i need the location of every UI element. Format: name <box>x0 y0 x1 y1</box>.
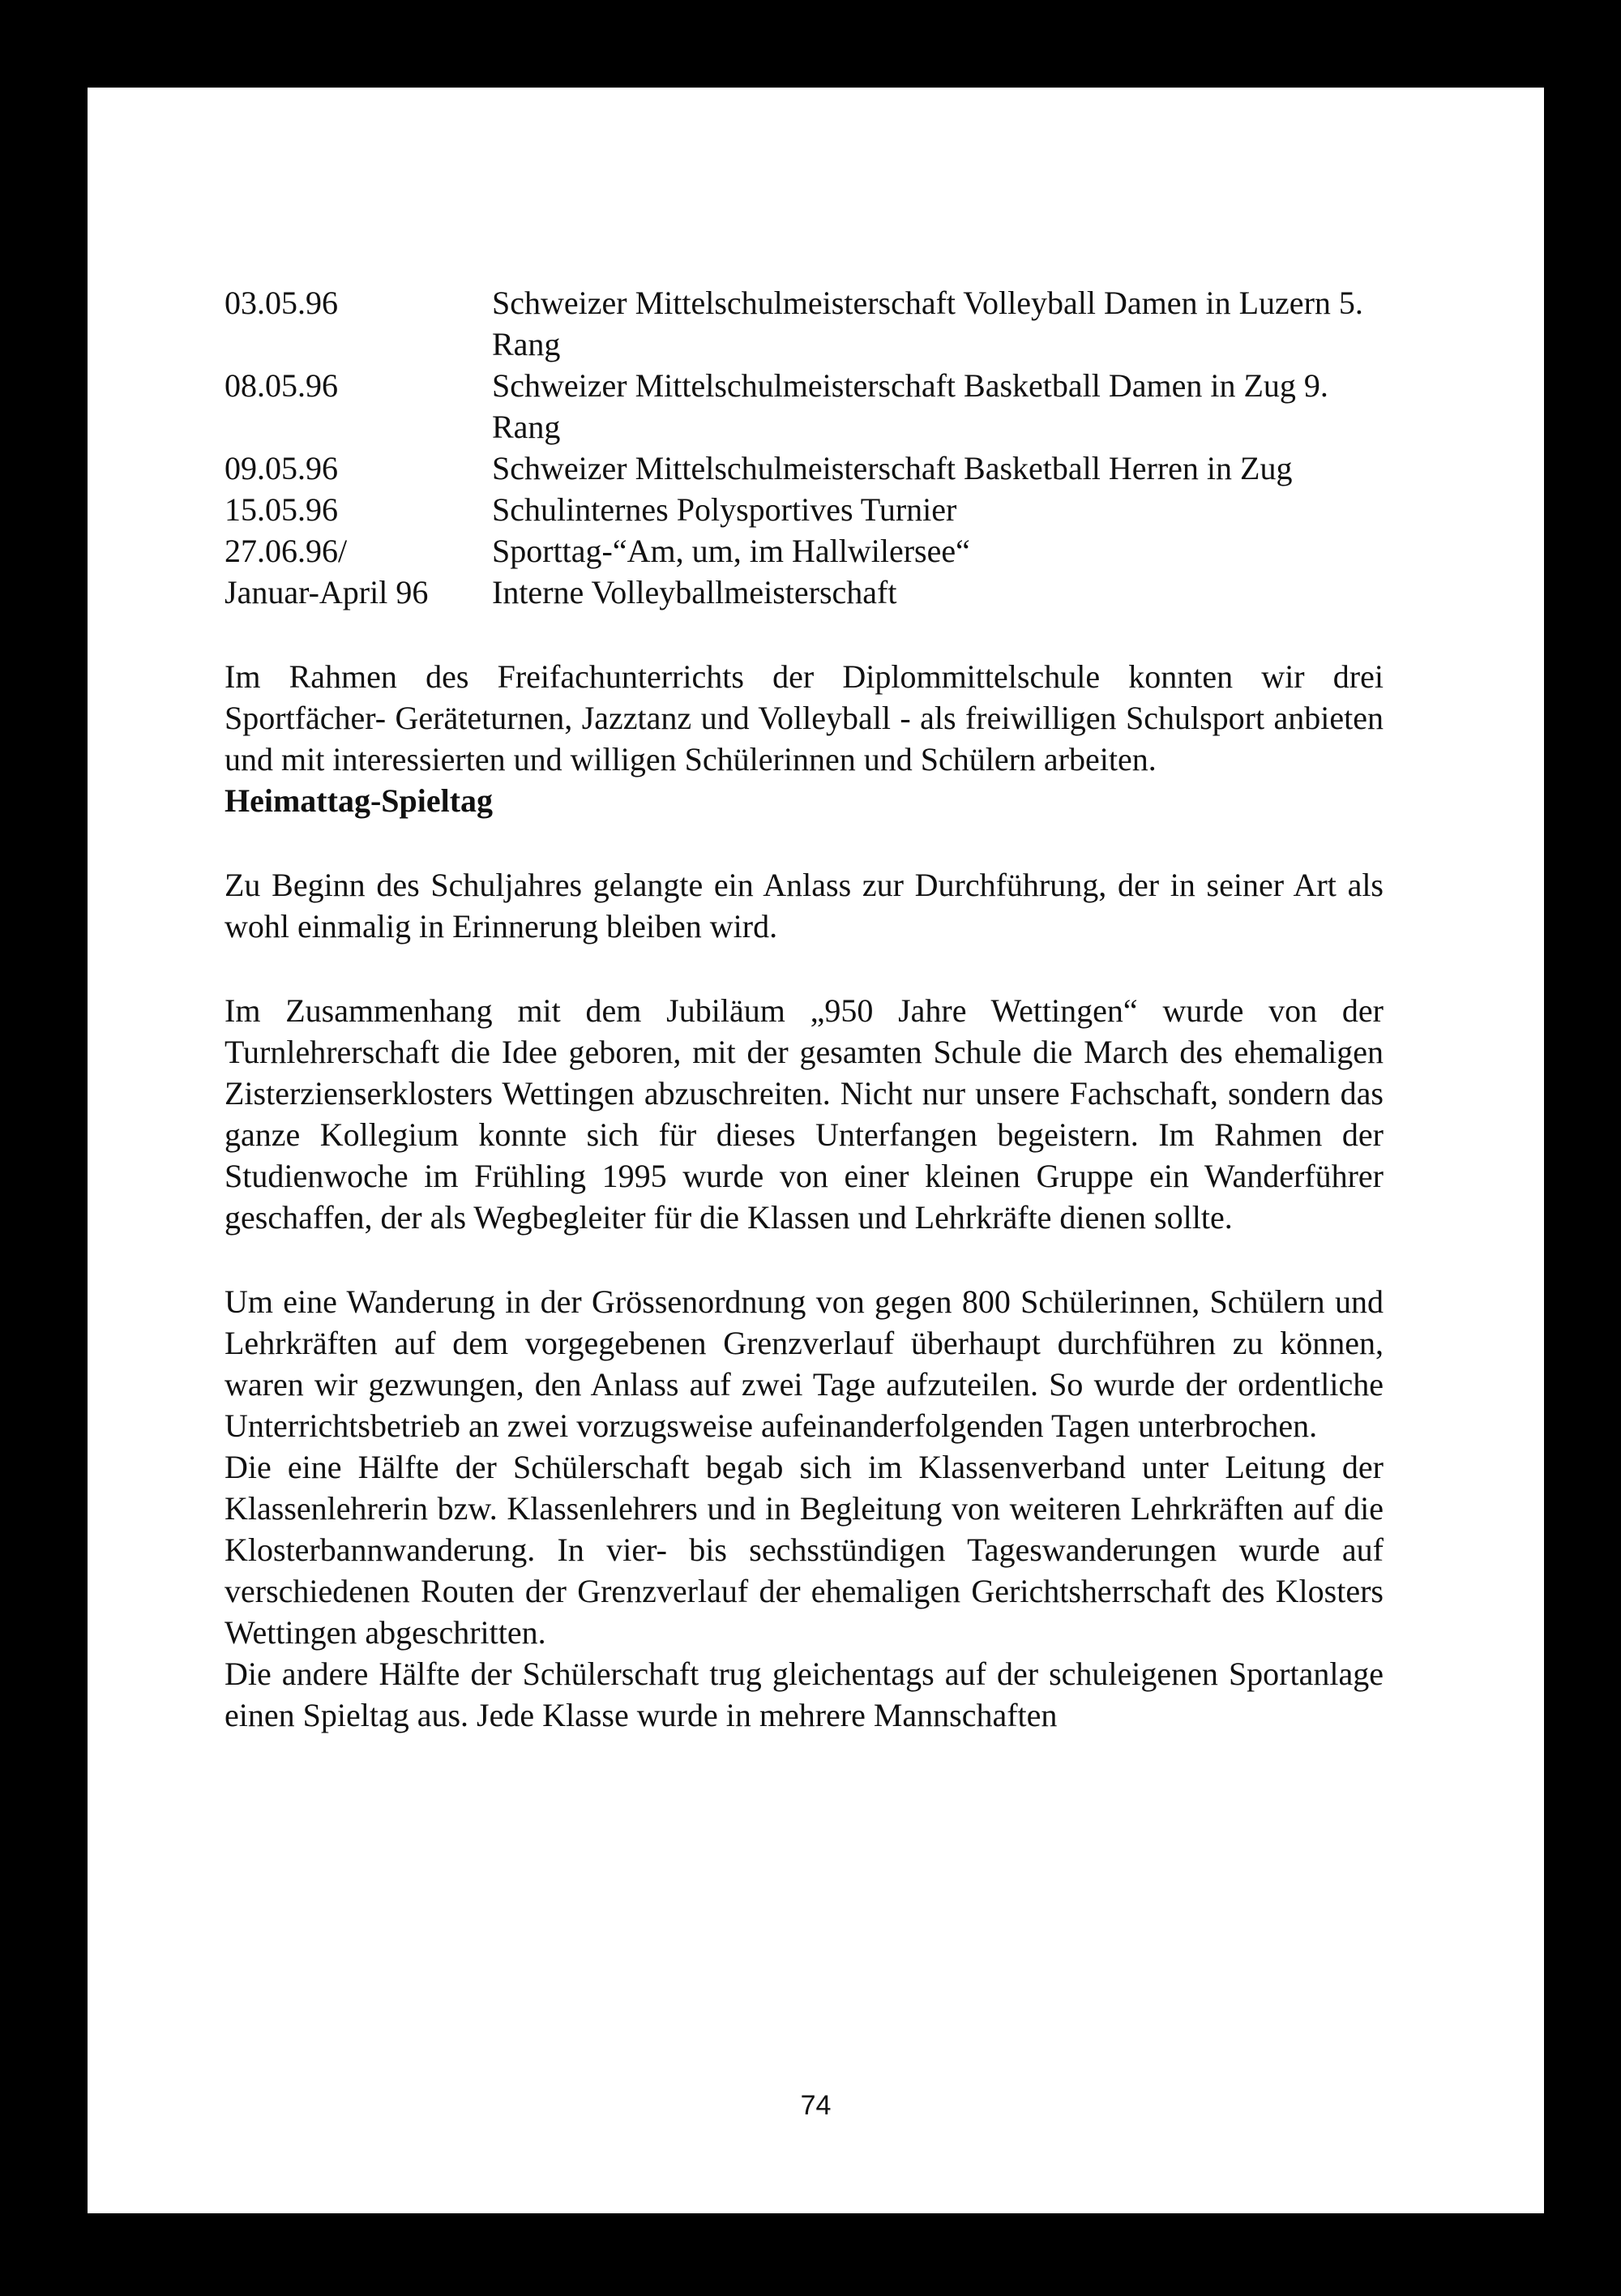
schedule-row <box>225 572 1384 613</box>
schedule-event: Interne Volleyballmeisterschaft <box>492 574 897 610</box>
body-paragraph: Die eine Hälfte der Schülerschaft begab sich im Klassenverband unter Leitung der Klassenlehrerin bzw. Klassenlehrers und in Begleitung von weiteren Lehrkräften auf die Klosterbannwanderung. In vier- bis sechsstündigen Tageswanderungen wurde auf verschiedenen Routen der Grenzverlauf der ehemaligen Gerichtsherrschaft des Klosters Wettingen abgeschritten. <box>225 1449 1384 1651</box>
page-number: 74 <box>800 2090 832 2121</box>
body-paragraph: Die andere Hälfte der Schülerschaft trug gleichentags auf der schuleigenen Sportanlage einen Spieltag aus. Jede Klasse wurde in mehrere Mannschaften <box>225 1656 1384 1733</box>
schedule-row <box>225 489 1384 530</box>
document-page <box>88 88 1544 2213</box>
schedule-date: 27.06.96/ <box>225 533 348 569</box>
schedule-event: Schweizer Mittelschulmeisterschaft Basketball Herren in Zug <box>492 450 1293 486</box>
schedule-date: 09.05.96 <box>225 450 338 486</box>
body-paragraph: Zu Beginn des Schuljahres gelangte ein Anlass zur Durchführung, der in seiner Art als wohl einmalig in Erinnerung bleiben wird. <box>225 867 1384 945</box>
schedule-row <box>225 530 1384 572</box>
schedule-row <box>225 365 1384 448</box>
schedule-row <box>225 282 1384 365</box>
schedule-date: 08.05.96 <box>225 367 338 404</box>
body-paragraph: Um eine Wanderung in der Grössenordnung von gegen 800 Schülerinnen, Schülern und Lehrkräften auf dem vorgegebenen Grenzverlauf überhaupt durchführen zu können, waren wir gezwungen, den Anlass auf zwei Tage aufzuteilen. So wurde der ordentliche Unterrichtsbetrieb an zwei vorzugsweise aufeinanderfolgenden Tagen unterbrochen. <box>225 1283 1384 1444</box>
schedule-event: Schulinternes Polysportives Turnier <box>492 491 957 528</box>
schedule-date: Januar-April 96 <box>225 574 429 610</box>
section-heading: Heimattag-Spieltag <box>225 782 494 819</box>
schedule-date: 03.05.96 <box>225 285 338 321</box>
schedule-event: Schweizer Mittelschulmeisterschaft Basketball Damen in Zug 9. Rang <box>492 367 1328 445</box>
schedule-list <box>225 282 1384 613</box>
schedule-date: 15.05.96 <box>225 491 338 528</box>
schedule-event: Schweizer Mittelschulmeisterschaft Volleyball Damen in Luzern 5. Rang <box>492 285 1363 362</box>
schedule-event: Sporttag-“Am, um, im Hallwilersee“ <box>492 533 970 569</box>
body-paragraph: Im Zusammenhang mit dem Jubiläum „950 Jahre Wettingen“ wurde von der Turnlehrerschaft die Idee geboren, mit der gesamten Schule die March des ehemaligen Zisterzienserklosters Wettingen abzuschreiten. Nicht nur unsere Fachschaft, sondern das ganze Kollegium konnte sich für dieses Unterfangen begeistern. Im Rahmen der Studienwoche im Frühling 1995 wurde von einer kleinen Gruppe ein Wanderführer geschaffen, der als Wegbegleiter für die Klassen und Lehrkräfte dienen sollte. <box>225 992 1384 1236</box>
page-content <box>225 282 1384 1736</box>
schedule-row <box>225 448 1384 489</box>
intro-paragraph: Im Rahmen des Freifachunterrichts der Diplommittelschule konnten wir drei Sportfächer- Geräteturnen, Jazztanz und Volleyball - als freiwilligen Schulsport anbieten und mit interessierten und willigen Schülerinnen und Schülern arbeiten. <box>225 658 1384 777</box>
